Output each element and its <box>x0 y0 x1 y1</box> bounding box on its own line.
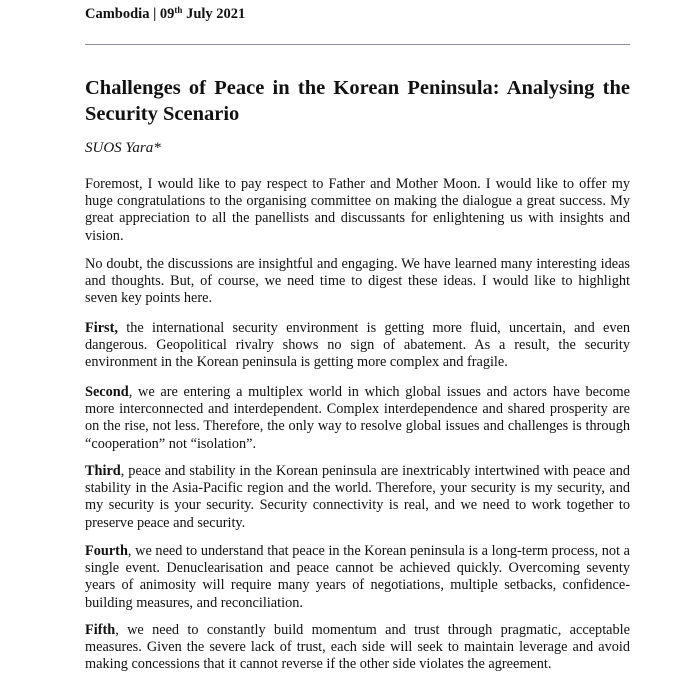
header-divider <box>85 44 630 45</box>
paragraph-lead: Fourth <box>85 543 128 559</box>
header-separator: | <box>149 6 160 22</box>
paragraph-intro <box>85 176 630 245</box>
paragraph-point-second <box>85 384 630 453</box>
paragraph-point-fifth <box>85 622 630 674</box>
paragraph-overview <box>85 256 630 308</box>
page-header <box>85 6 245 23</box>
paragraph-point-third <box>85 463 630 532</box>
paragraph-lead: Second <box>85 384 129 400</box>
header-date-suffix: th <box>174 5 183 15</box>
author-name: SUOS Yara* <box>85 140 161 156</box>
paragraph-text: , we need to understand that peace in the Korean peninsula is a long-term process, not a single event. Denuclearisation and peace cannot be achieved quickly. Overcoming seventy years of animosity will require many years of negotiations, multiple setbacks, confidence-building measures, and reconciliation. <box>85 543 630 611</box>
paragraph-text: Foremost, I would like to pay respect to Father and Mother Moon. I would like to offer my huge congratulations to the organising committee on making the dialogue a great success. My great appreciation to all the panellists and discussants for enlightening us with insights and vision. <box>85 176 630 244</box>
header-date-day: 09 <box>159 6 175 22</box>
paragraph-text: , we need to constantly build momentum and trust through pragmatic, acceptable measures. Given the severe lack of trust, each side will seek to maintain leverage and avoid making concessions that it cannot reverse if the other side violates the agreement. <box>85 622 630 673</box>
header-date-rest: July 2021 <box>182 6 246 22</box>
header-country: Cambodia <box>85 6 150 22</box>
paragraph-text: No doubt, the discussions are insightful and engaging. We have learned many interesting ideas and thoughts. But, of course, we need time to digest these ideas. I would like to highlight seven key points here. <box>85 256 630 307</box>
paragraph-lead: First, <box>85 320 118 336</box>
paragraph-text: the international security environment is getting more fluid, uncertain, and even dangerous. Geopolitical rivalry shows no sign of abatement. As a result, the security environment in the Korean peninsula is getting more complex and fragile. <box>85 320 630 371</box>
paragraph-point-first <box>85 320 630 372</box>
paragraph-text: , peace and stability in the Korean peninsula are inextricably intertwined with peace and stability in the Asia-Pacific region and the world. Therefore, your security is my security, and my security is your security. Security connectivity is real, and we need to work together to preserve peace and security. <box>85 463 630 531</box>
paragraph-lead: Fifth <box>85 622 116 638</box>
document-title: Challenges of Peace in the Korean Peninsula: Analysing the Security Scenario <box>85 77 630 125</box>
paragraph-lead: Third <box>85 463 121 479</box>
paragraph-point-fourth <box>85 543 630 612</box>
paragraph-text: , we are entering a multiplex world in which global issues and actors have become more interconnected and interdependent. Complex interdependence and shared prosperity are on the rise, not less. Therefore, the only way to resolve global issues and challenges is through “cooperation” not “isolation”. <box>85 384 630 452</box>
